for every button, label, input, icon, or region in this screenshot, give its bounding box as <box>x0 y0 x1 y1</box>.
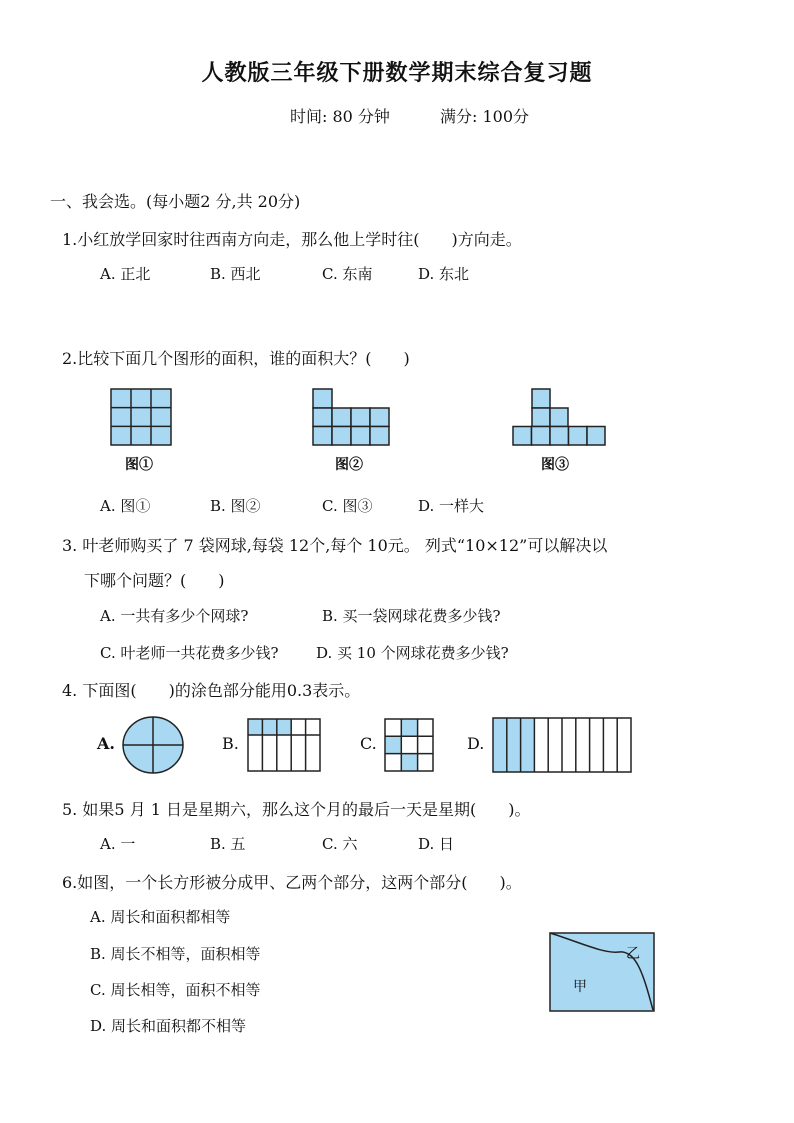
question-4-figure-b <box>247 718 321 772</box>
question-2-figure-1-caption: 图① <box>125 457 153 473</box>
question-3-stem-line-1: 3. 叶老师购买了 7 袋网球,每袋 12个,每个 10元。 列式“10×12”可以解决以 <box>62 536 608 555</box>
question-4-label-c: C. <box>360 734 377 753</box>
question-4-label-d: D. <box>467 734 485 753</box>
question-2-option-a: A. 图① <box>100 497 151 515</box>
question-3-option-b: B. 买一袋网球花费多少钱? <box>322 607 501 625</box>
question-2-option-c: C. 图③ <box>322 497 373 515</box>
question-6-option-c: C. 周长相等，面积不相等 <box>90 981 261 999</box>
question-3-stem-line-2: 下哪个问题？( ) <box>84 571 225 590</box>
question-1-option-c: C. 东南 <box>322 265 373 283</box>
exam-score: 满分: 100分 <box>440 107 530 126</box>
question-2-figure-1 <box>110 388 172 446</box>
question-2-stem: 2.比较下面几个图形的面积，谁的面积大？( ) <box>62 349 410 368</box>
question-5-option-d: D. 日 <box>418 835 455 853</box>
question-4-figure-c <box>384 718 434 772</box>
question-4-stem: 4. 下面图( )的涂色部分能用0.3表示。 <box>62 681 361 700</box>
question-2-figure-2 <box>312 388 392 446</box>
question-1-option-a: A. 正北 <box>100 265 151 283</box>
question-6-part-yi: 乙 <box>626 946 640 962</box>
question-4-figure-d <box>492 717 632 773</box>
question-4-label-b: B. <box>222 734 239 753</box>
question-6-option-a: A. 周长和面积都相等 <box>90 908 231 926</box>
question-2-figure-3-caption: 图③ <box>541 457 569 473</box>
section-heading: 一、我会选。(每小题2 分,共 20分) <box>50 192 301 211</box>
question-2-option-b: B. 图② <box>210 497 261 515</box>
question-5-stem: 5. 如果5 月 1 日是星期六，那么这个月的最后一天是星期( )。 <box>62 800 531 819</box>
question-1-stem: 1.小红放学回家时往西南方向走，那么他上学时往( )方向走。 <box>62 230 522 249</box>
question-4-label-a: A. <box>97 734 115 753</box>
question-6-option-b: B. 周长不相等，面积相等 <box>90 945 261 963</box>
question-5-option-a: A. 一 <box>100 835 136 853</box>
question-5-option-b: B. 五 <box>210 835 246 853</box>
exam-time: 时间: 80 分钟 <box>290 107 390 126</box>
question-3-option-c: C. 叶老师一共花费多少钱? <box>100 644 279 662</box>
question-6-stem: 6.如图，一个长方形被分成甲、乙两个部分，这两个部分( )。 <box>62 873 522 892</box>
question-3-option-d: D. 买 10 个网球花费多少钱? <box>316 644 509 662</box>
question-2-figure-3 <box>512 388 606 446</box>
question-4-figure-a <box>122 716 184 774</box>
question-5-option-c: C. 六 <box>322 835 358 853</box>
question-2-option-d: D. 一样大 <box>418 497 485 515</box>
question-1-option-b: B. 西北 <box>210 265 261 283</box>
question-6-option-d: D. 周长和面积都不相等 <box>90 1017 247 1035</box>
question-3-option-a: A. 一共有多少个网球? <box>100 607 249 625</box>
question-1-option-d: D. 东北 <box>418 265 470 283</box>
question-2-figure-2-caption: 图② <box>335 457 363 473</box>
page-title: 人教版三年级下册数学期末综合复习题 <box>201 60 593 86</box>
question-6-part-jia: 甲 <box>573 979 587 995</box>
